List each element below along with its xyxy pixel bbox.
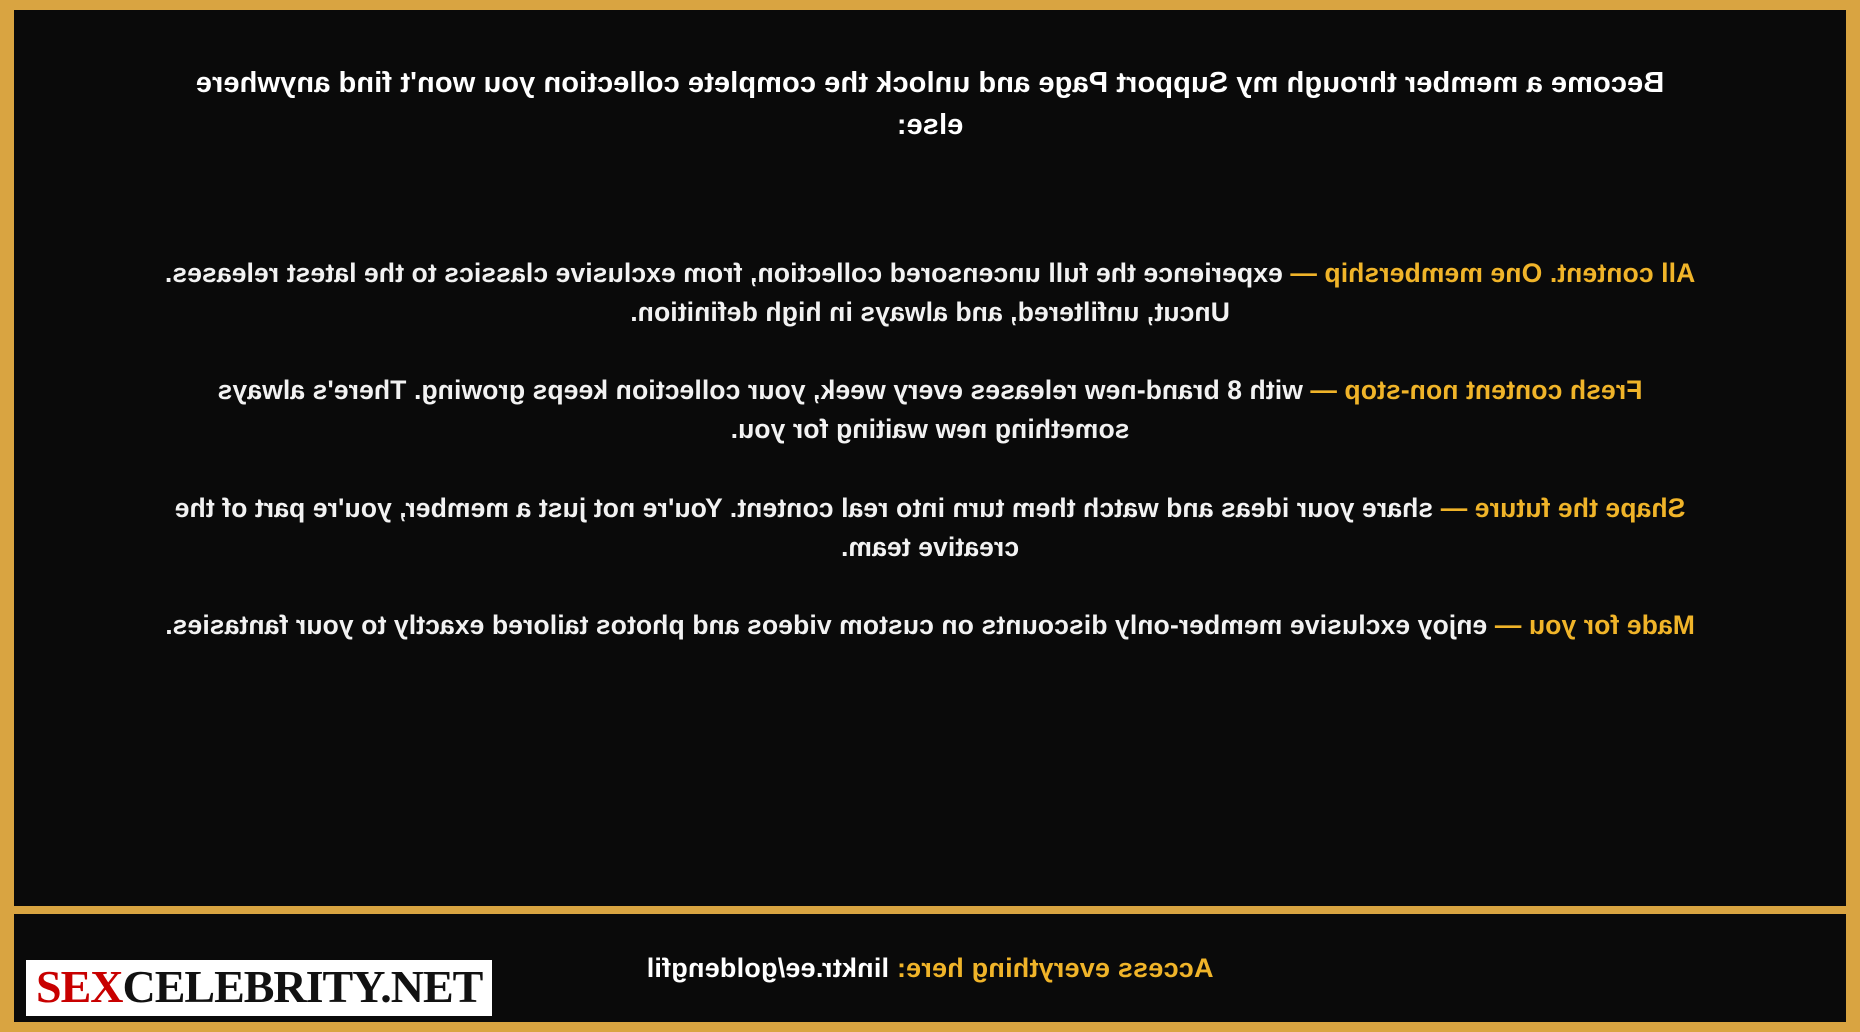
watermark-second-part: CELEBRITY.NET (122, 961, 483, 1012)
footer-text (647, 953, 1214, 984)
list-item (150, 254, 1710, 331)
benefit-text: with 8 brand-new releases every week, your collection keeps growing. There's always something new waiting for you. (217, 375, 1311, 445)
page-title: Become a member through my Support Page and unlock the complete collection you won't find anywhere else: (195, 67, 1665, 142)
benefit-text: experience the full uncensored collection, from exclusive classics to the latest releases. Uncut, unfiltered, and always in high definition. (164, 258, 1291, 327)
mirrored-content-wrapper (14, 10, 1846, 1022)
footer-label: Access everything here: (896, 952, 1214, 983)
benefit-lead: Shape the future — (1440, 492, 1686, 523)
benefits-list (74, 254, 1786, 645)
watermark-first-part: SEX (36, 961, 123, 1012)
benefit-text: enjoy exclusive member-only discounts on custom videos and photos tailored exactly to your fantasies. (165, 610, 1495, 641)
support-page-link[interactable]: linktr.ee/goldengfil (646, 952, 890, 983)
site-watermark (26, 960, 492, 1016)
benefit-lead: All content. One membership — (1290, 258, 1696, 289)
benefit-text: share your ideas and watch them turn into real content. You're not just a member, you're part of the creative team. (174, 492, 1441, 562)
list-item (150, 489, 1710, 566)
list-item (150, 371, 1710, 448)
poster-content (14, 10, 1846, 1022)
benefit-lead: Fresh content non-stop — (1310, 375, 1643, 406)
benefit-lead: Made for you — (1494, 610, 1695, 641)
list-item (150, 606, 1710, 645)
